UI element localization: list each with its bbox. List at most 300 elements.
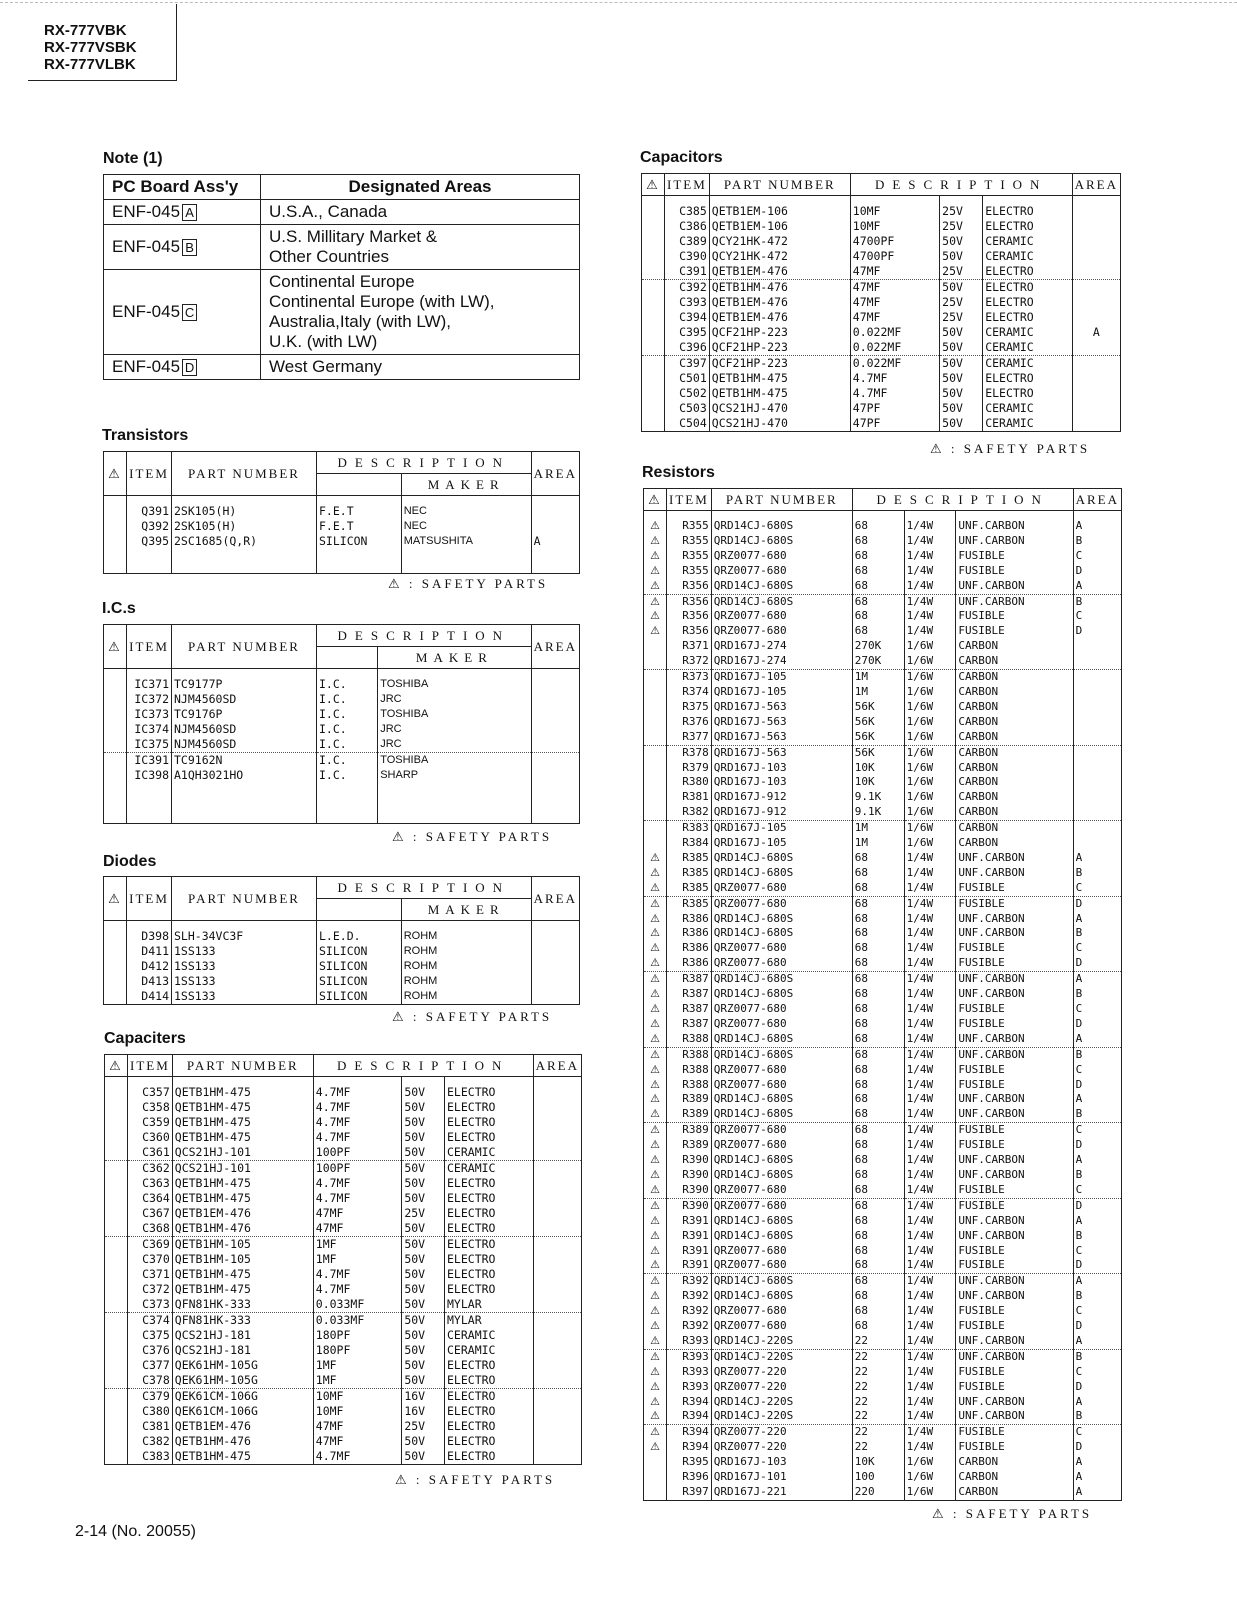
area-line: U.K. (with LW) — [269, 332, 378, 351]
area-cell: B — [1073, 1349, 1121, 1364]
type-cell: CARBON — [956, 1455, 1073, 1470]
part-row — [644, 549, 1122, 564]
part-number-cell: QRZ0077-680 — [711, 1002, 852, 1017]
wattage-cell: 1/6W — [904, 745, 956, 760]
wattage-cell: 1/6W — [904, 730, 956, 745]
item-cell: R391 — [667, 1229, 712, 1244]
capacitance-cell: 47MF — [313, 1419, 402, 1434]
safety-cell — [644, 1485, 667, 1500]
area-cell: B — [1073, 926, 1121, 941]
capacitance-cell: 180PF — [313, 1343, 402, 1358]
part-number-cell: TC9177P — [172, 677, 317, 692]
area-cell: A — [1073, 1214, 1121, 1229]
type-cell: FUSIBLE — [956, 1380, 1073, 1395]
spacer-cell — [127, 557, 172, 565]
type-cell: CERAMIC — [983, 401, 1072, 416]
resistance-cell: 68 — [852, 534, 904, 549]
voltage-cell: 50V — [402, 1267, 445, 1282]
part-row — [104, 519, 580, 534]
part-row — [642, 325, 1121, 340]
area-cell: A — [1073, 519, 1121, 534]
resistance-cell: 1M — [852, 685, 904, 700]
part-row — [642, 356, 1121, 372]
item-cell: R396 — [667, 1470, 712, 1485]
safety-triangle-icon: ⚠ — [644, 1047, 667, 1062]
capacitance-cell: 1MF — [313, 1373, 402, 1389]
area-cell: C — [1073, 941, 1121, 956]
spacer-cell — [172, 496, 317, 505]
area-cell: C — [1073, 1183, 1121, 1198]
transistors-table — [103, 451, 580, 574]
safety-triangle-icon: ⚠ — [644, 1002, 667, 1017]
part-number-cell: QRD14CJ-680S — [711, 1107, 852, 1122]
description-cell: I.C. — [317, 692, 378, 707]
voltage-cell: 50V — [402, 1100, 445, 1115]
item-cell: IC375 — [127, 737, 172, 753]
safety-cell — [644, 745, 667, 760]
area-cell: D — [1073, 624, 1121, 639]
description-cell: SILICON — [317, 534, 402, 549]
part-number-cell: QETB1EM-476 — [709, 295, 850, 310]
spacer-cell — [709, 196, 850, 205]
part-col-header: PART NUMBER — [709, 174, 850, 196]
safety-cell — [642, 295, 665, 310]
model-name: RX-777VLBK — [44, 56, 136, 73]
safety-cell — [644, 700, 667, 715]
safety-cell — [104, 974, 127, 989]
part-row — [642, 401, 1121, 416]
area-line: Australia,Italy (with LW), — [269, 312, 452, 331]
spacer-cell — [127, 807, 172, 815]
part-row — [644, 1470, 1122, 1485]
item-cell: R386 — [667, 956, 712, 971]
table-body — [105, 1077, 582, 1465]
description-cell: SILICON — [317, 944, 402, 959]
maker-cell: NEC — [401, 504, 531, 519]
table-header — [642, 174, 1121, 196]
wattage-cell: 1/4W — [904, 1380, 956, 1395]
item-cell: C371 — [128, 1267, 173, 1282]
spacer-cell — [378, 783, 531, 791]
resistance-cell: 56K — [852, 715, 904, 730]
area-cell — [533, 1373, 581, 1389]
area-cell: B — [1073, 534, 1121, 549]
transistors-title: Transistors — [102, 427, 189, 444]
spacer-cell — [172, 565, 317, 574]
part-row — [644, 1274, 1122, 1289]
part-row — [644, 987, 1122, 1002]
item-cell: R393 — [667, 1334, 712, 1349]
item-cell: IC374 — [127, 722, 172, 737]
area-cell: C — [1073, 1002, 1121, 1017]
part-row — [105, 1206, 582, 1221]
area-cell — [531, 989, 579, 1005]
type-cell: FUSIBLE — [956, 1138, 1073, 1153]
item-cell: R395 — [667, 1455, 712, 1470]
page-top-line — [0, 2, 1237, 3]
part-number-cell: QCY21HK-472 — [709, 234, 850, 249]
type-cell: FUSIBLE — [956, 1198, 1073, 1213]
part-row — [644, 836, 1122, 851]
part-row — [642, 204, 1121, 219]
wattage-cell: 1/4W — [904, 1425, 956, 1440]
area-cell — [533, 1145, 581, 1161]
spacer-row — [104, 783, 580, 791]
item-cell: R393 — [667, 1365, 712, 1380]
part-row — [644, 790, 1122, 805]
safety-cell — [104, 944, 127, 959]
resistance-cell: 22 — [852, 1440, 904, 1455]
part-number-cell: QRZ0077-680 — [711, 609, 852, 624]
type-cell: CARBON — [956, 1485, 1073, 1500]
type-cell: UNF.CARBON — [956, 594, 1073, 609]
resistance-cell: 68 — [852, 1002, 904, 1017]
resistance-cell: 68 — [852, 549, 904, 564]
part-row — [644, 1365, 1122, 1380]
area-line: West Germany — [269, 357, 383, 376]
part-row — [644, 1409, 1122, 1424]
type-cell: UNF.CARBON — [956, 972, 1073, 987]
capacitance-cell: 0.022MF — [850, 325, 939, 340]
safety-cell — [105, 1161, 128, 1177]
part-number-cell: QRD167J-221 — [711, 1485, 852, 1500]
type-cell: FUSIBLE — [956, 1002, 1073, 1017]
wattage-cell: 1/6W — [904, 639, 956, 654]
area-cell — [1073, 821, 1121, 836]
part-row — [644, 896, 1122, 911]
voltage-cell: 50V — [402, 1297, 445, 1313]
safety-col-header: ⚠ — [105, 1055, 128, 1077]
safety-triangle-icon: ⚠ — [644, 926, 667, 941]
spacer-cell — [378, 807, 531, 815]
part-row — [105, 1267, 582, 1282]
type-cell: MYLAR — [445, 1313, 534, 1329]
type-cell: ELECTRO — [445, 1085, 534, 1100]
area-cell: C — [1073, 1244, 1121, 1259]
capacitance-cell: 47MF — [850, 295, 939, 310]
wattage-cell: 1/4W — [904, 1183, 956, 1198]
item-cell: R387 — [667, 987, 712, 1002]
area-line: U.S. Millitary Market & — [269, 227, 438, 246]
capacitance-cell: 1MF — [313, 1358, 402, 1373]
area-cell — [1073, 745, 1121, 760]
type-cell: UNF.CARBON — [956, 1289, 1073, 1304]
voltage-cell: 50V — [940, 386, 983, 401]
safety-note: ⚠ : SAFETY PARTS — [392, 829, 553, 844]
resistance-cell: 68 — [852, 987, 904, 1002]
spacer-row — [104, 815, 580, 824]
maker-cell: ROHM — [401, 989, 531, 1005]
model-header — [28, 4, 177, 81]
item-cell: R388 — [667, 1047, 712, 1062]
header-row — [644, 489, 1122, 511]
safety-cell — [644, 761, 667, 776]
area-cell: C — [1073, 1063, 1121, 1078]
capacitance-cell: 4.7MF — [313, 1267, 402, 1282]
resistors-table — [643, 488, 1122, 1501]
area-cell: B — [1073, 1107, 1121, 1122]
area-cell: C — [1073, 1365, 1121, 1380]
safety-cell — [644, 670, 667, 685]
wattage-cell: 1/6W — [904, 670, 956, 685]
capacitance-cell: 0.033MF — [313, 1313, 402, 1329]
area-cell — [531, 974, 579, 989]
part-row — [644, 1440, 1122, 1455]
spacer-cell — [317, 921, 402, 930]
safety-cell — [105, 1373, 128, 1389]
voltage-cell: 50V — [402, 1115, 445, 1130]
board-name: ENF-045 — [112, 357, 181, 376]
resistance-cell: 1M — [852, 821, 904, 836]
part-number-cell: 2SC1685(Q,R) — [172, 534, 317, 549]
part-number-cell: QCS21HJ-470 — [709, 401, 850, 416]
wattage-cell: 1/4W — [904, 1258, 956, 1273]
resistance-cell: 68 — [852, 956, 904, 971]
area-cell — [533, 1267, 581, 1282]
safety-cell — [105, 1176, 128, 1191]
item-cell: C383 — [128, 1449, 173, 1465]
spacer-cell — [378, 799, 531, 807]
area-cell — [533, 1191, 581, 1206]
wattage-cell: 1/4W — [904, 564, 956, 579]
desc-col-header: DESCRIPTION — [850, 174, 1072, 196]
wattage-cell: 1/4W — [904, 1063, 956, 1078]
part-row — [644, 579, 1122, 594]
description-cell: I.C. — [317, 722, 378, 737]
part-row — [644, 730, 1122, 745]
safety-cell — [642, 386, 665, 401]
table-header — [104, 452, 580, 496]
part-row — [105, 1343, 582, 1358]
item-cell: C368 — [128, 1221, 173, 1237]
item-cell: C394 — [665, 310, 710, 325]
item-cell: IC373 — [127, 707, 172, 722]
item-cell: IC371 — [127, 677, 172, 692]
safety-triangle-icon: ⚠ — [644, 579, 667, 594]
spacer-cell — [172, 669, 317, 678]
capaciters-title: Capaciters — [104, 1030, 186, 1047]
item-cell: R384 — [667, 836, 712, 851]
part-number-cell: QRD167J-103 — [711, 775, 852, 790]
area-cell: D — [1073, 1440, 1121, 1455]
part-number-cell: QRD14CJ-680S — [711, 851, 852, 866]
part-number-cell: QETB1HM-475 — [172, 1176, 313, 1191]
resistance-cell: 68 — [852, 1032, 904, 1047]
type-cell: FUSIBLE — [956, 881, 1073, 896]
spacer-cell — [172, 1077, 313, 1086]
type-cell: ELECTRO — [445, 1404, 534, 1419]
item-cell: IC398 — [127, 768, 172, 783]
voltage-cell: 50V — [940, 340, 983, 356]
voltage-cell: 50V — [940, 234, 983, 249]
type-cell: ELECTRO — [445, 1191, 534, 1206]
safety-cell — [642, 310, 665, 325]
part-row — [105, 1313, 582, 1329]
wattage-cell: 1/4W — [904, 1365, 956, 1380]
voltage-cell: 50V — [402, 1282, 445, 1297]
spacer-row — [644, 511, 1122, 520]
part-row — [644, 912, 1122, 927]
wattage-cell: 1/6W — [904, 715, 956, 730]
spacer-cell — [401, 921, 531, 930]
type-cell: CARBON — [956, 654, 1073, 669]
voltage-cell: 50V — [940, 356, 983, 372]
spacer-cell — [172, 549, 317, 557]
wattage-cell: 1/4W — [904, 972, 956, 987]
part-number-cell: QRZ0077-680 — [711, 1017, 852, 1032]
type-cell: UNF.CARBON — [956, 926, 1073, 941]
part-number-cell: QCS21HJ-181 — [172, 1328, 313, 1343]
maker-cell: NEC — [401, 519, 531, 534]
safety-cell — [644, 715, 667, 730]
spacer-cell — [401, 496, 531, 505]
safety-triangle-icon: ⚠ — [644, 941, 667, 956]
item-cell: C382 — [128, 1434, 173, 1449]
item-cell: R381 — [667, 790, 712, 805]
board-name: ENF-045 — [112, 302, 181, 321]
part-row — [644, 1063, 1122, 1078]
voltage-cell: 50V — [402, 1434, 445, 1449]
part-number-cell: QRZ0077-680 — [711, 1198, 852, 1213]
part-number-cell: QRD14CJ-680S — [711, 1229, 852, 1244]
type-cell: UNF.CARBON — [956, 1274, 1073, 1289]
area-cell: D — [1073, 564, 1121, 579]
safety-triangle-icon: ⚠ — [644, 1017, 667, 1032]
item-cell: R387 — [667, 972, 712, 987]
board-cell — [104, 270, 261, 355]
part-row — [644, 519, 1122, 534]
table-body — [104, 496, 580, 574]
part-number-cell: QETB1HM-476 — [709, 280, 850, 296]
part-number-cell: QETB1EM-106 — [709, 204, 850, 219]
item-cell: R394 — [667, 1409, 712, 1424]
type-cell: FUSIBLE — [956, 1304, 1073, 1319]
wattage-cell: 1/4W — [904, 1017, 956, 1032]
item-cell: R377 — [667, 730, 712, 745]
item-cell: C369 — [128, 1237, 173, 1253]
item-cell: C361 — [128, 1145, 173, 1161]
maker-cell: ROHM — [401, 944, 531, 959]
type-cell: ELECTRO — [445, 1176, 534, 1191]
wattage-cell: 1/4W — [904, 1244, 956, 1259]
wattage-cell: 1/6W — [904, 1455, 956, 1470]
type-cell: FUSIBLE — [956, 1078, 1073, 1093]
item-cell: R385 — [667, 851, 712, 866]
part-row — [642, 219, 1121, 234]
safety-triangle-icon: ⚠ — [644, 1395, 667, 1410]
part-number-cell: QRZ0077-680 — [711, 1123, 852, 1138]
voltage-cell: 50V — [402, 1328, 445, 1343]
area-cell — [531, 944, 579, 959]
item-cell: R389 — [667, 1138, 712, 1153]
capacitance-cell: 47MF — [850, 280, 939, 296]
resistance-cell: 56K — [852, 745, 904, 760]
item-cell: C504 — [665, 416, 710, 432]
area-cell — [531, 737, 579, 753]
capacitance-cell: 0.022MF — [850, 356, 939, 372]
area-cell — [533, 1449, 581, 1465]
resistance-cell: 68 — [852, 1229, 904, 1244]
part-number-cell: QRD167J-563 — [711, 730, 852, 745]
spacer-cell — [104, 496, 127, 505]
part-row — [105, 1237, 582, 1253]
item-cell: R387 — [667, 1002, 712, 1017]
type-cell: UNF.CARBON — [956, 1334, 1073, 1349]
part-number-cell: TC9176P — [172, 707, 317, 722]
type-cell: CERAMIC — [445, 1161, 534, 1177]
maker-cell: JRC — [378, 692, 531, 707]
resistance-cell: 68 — [852, 926, 904, 941]
item-cell: C367 — [128, 1206, 173, 1221]
safety-cell — [642, 340, 665, 356]
type-cell: CARBON — [956, 730, 1073, 745]
part-row — [105, 1389, 582, 1405]
area-cell — [533, 1419, 581, 1434]
voltage-cell: 50V — [402, 1252, 445, 1267]
item-cell: R386 — [667, 912, 712, 927]
spacer-cell — [401, 549, 531, 557]
table-body — [644, 511, 1122, 1501]
spacer-cell — [642, 196, 665, 205]
wattage-cell: 1/4W — [904, 549, 956, 564]
wattage-cell: 1/4W — [904, 1032, 956, 1047]
safety-triangle-icon: ⚠ — [644, 519, 667, 534]
desc-col-header: DESCRIPTION — [317, 625, 532, 647]
spacer-cell — [850, 196, 939, 205]
part-number-cell: 1SS133 — [172, 974, 317, 989]
resistance-cell: 68 — [852, 594, 904, 609]
part-number-cell: QRD167J-912 — [711, 805, 852, 820]
areas-cell — [261, 200, 580, 225]
item-cell: C370 — [128, 1252, 173, 1267]
capacitance-cell: 4.7MF — [313, 1100, 402, 1115]
item-cell: R356 — [667, 579, 712, 594]
resistance-cell: 10K — [852, 775, 904, 790]
part-row — [644, 594, 1122, 609]
type-cell: FUSIBLE — [956, 1063, 1073, 1078]
wattage-cell: 1/4W — [904, 1349, 956, 1364]
type-cell: ELECTRO — [445, 1100, 534, 1115]
safety-triangle-icon: ⚠ — [644, 1107, 667, 1122]
desc-col-header: DESCRIPTION — [852, 489, 1073, 511]
wattage-cell: 1/4W — [904, 1334, 956, 1349]
diodes-title: Diodes — [103, 853, 157, 870]
type-cell: UNF.CARBON — [956, 1229, 1073, 1244]
safety-cell — [105, 1449, 128, 1465]
part-row — [644, 972, 1122, 987]
safety-cell — [644, 685, 667, 700]
spacer-cell — [127, 496, 172, 505]
desc-col-header: DESCRIPTION — [317, 452, 532, 474]
safety-triangle-icon: ⚠ — [644, 1274, 667, 1289]
spacer-cell — [128, 1077, 173, 1086]
part-row — [105, 1252, 582, 1267]
spacer-cell — [531, 815, 579, 824]
resistance-cell: 68 — [852, 1244, 904, 1259]
safety-triangle-icon: ⚠ — [644, 1319, 667, 1334]
part-row — [104, 707, 580, 722]
item-cell: R390 — [667, 1168, 712, 1183]
safety-cell — [104, 768, 127, 783]
part-number-cell: QETB1EM-476 — [172, 1206, 313, 1221]
area-col-header: AREA — [1072, 174, 1120, 196]
spacer-cell — [956, 511, 1073, 520]
table-header — [644, 489, 1122, 511]
item-cell: C374 — [128, 1313, 173, 1329]
safety-cell — [105, 1100, 128, 1115]
resistance-cell: 56K — [852, 730, 904, 745]
part-row — [105, 1297, 582, 1313]
